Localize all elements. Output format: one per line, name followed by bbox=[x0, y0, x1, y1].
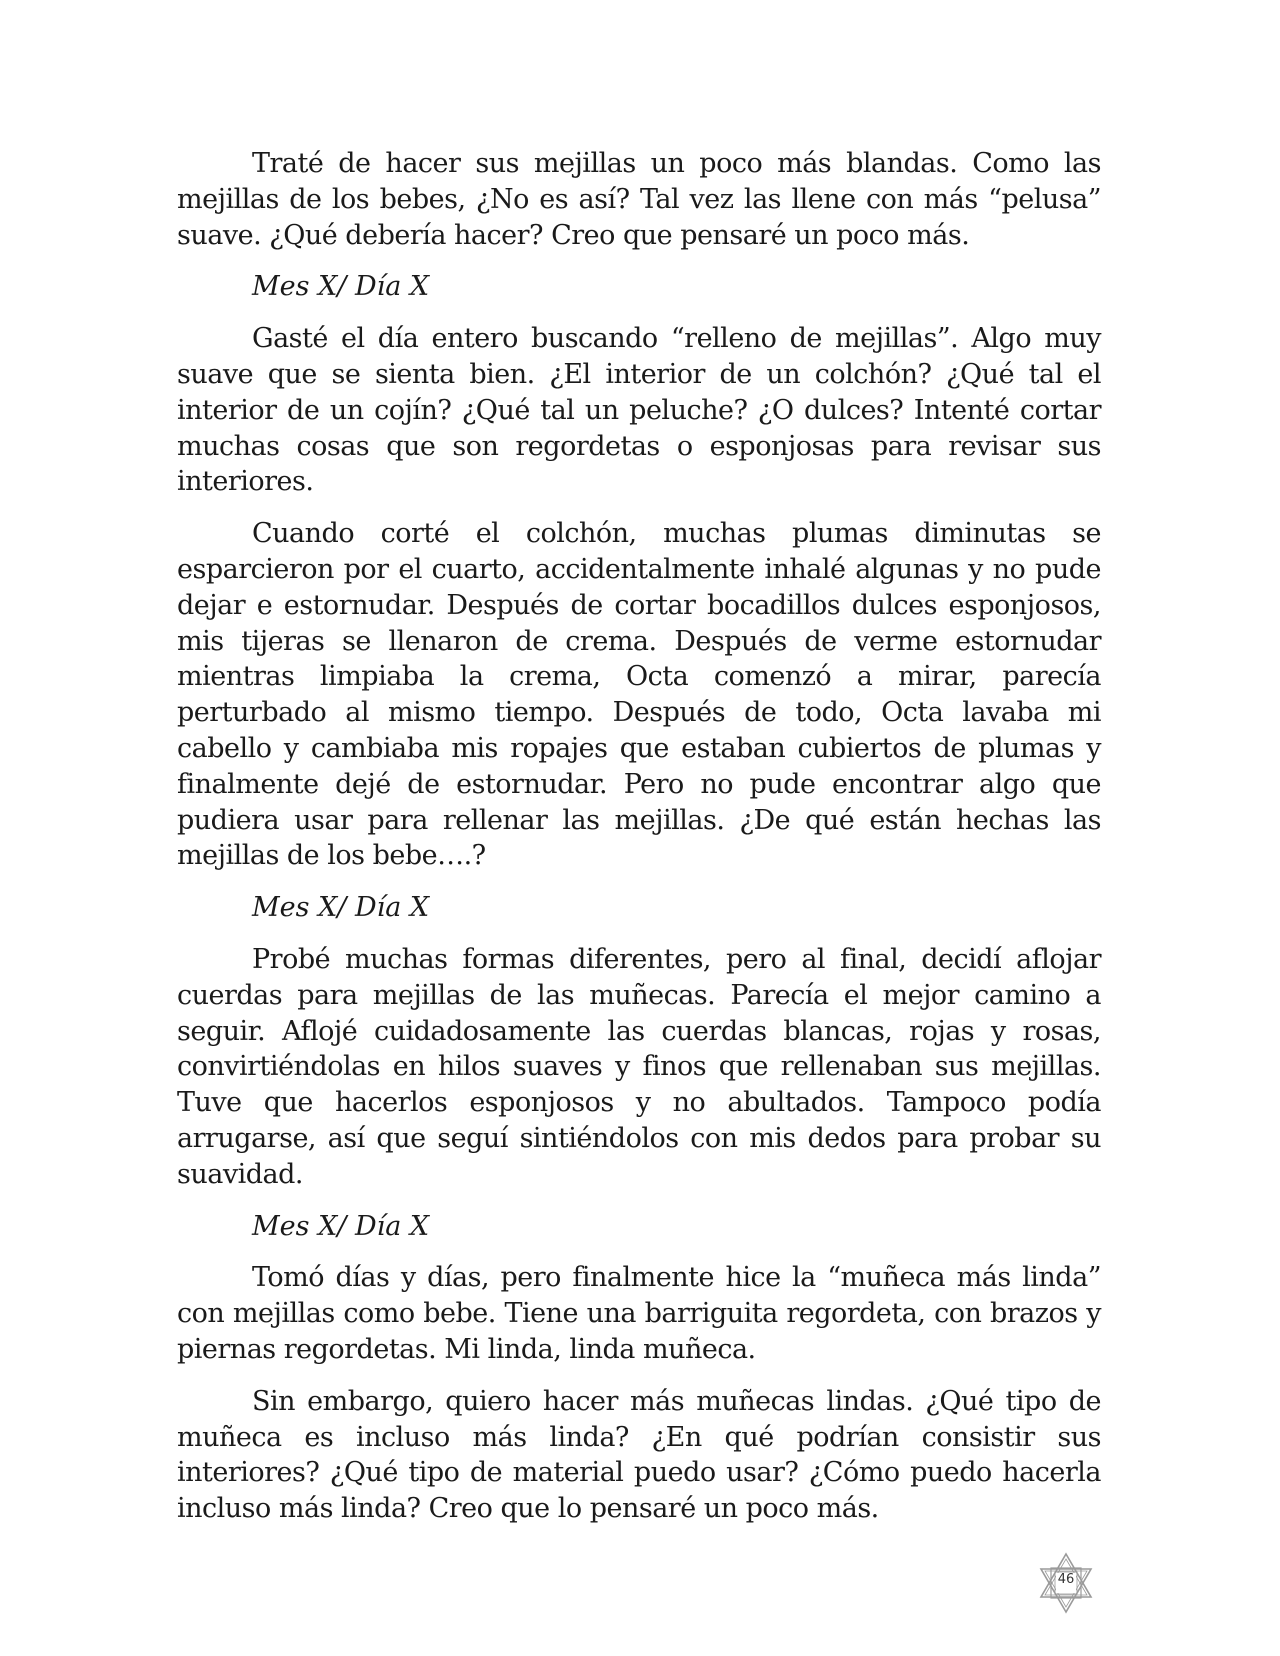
paragraph: Tomó días y días, pero finalmente hice la “muñeca más linda” con mejillas como bebe. Tiene una barriguita regordeta, con brazos y piernas regordetas. Mi linda, linda muñeca. bbox=[177, 1262, 1101, 1365]
date-heading: Mes X/ Día X bbox=[252, 271, 430, 303]
date-heading: Mes X/ Día X bbox=[252, 892, 430, 924]
paragraph: Traté de hacer sus mejillas un poco más blandas. Como las mejillas de los bebes, ¿No es así? Tal vez las llene con más “pelusa” suave. ¿Qué debería hacer? Creo que pensaré un poco más. bbox=[177, 148, 1101, 251]
page-number-badge bbox=[1034, 1551, 1098, 1615]
paragraph: Sin embargo, quiero hacer más muñecas lindas. ¿Qué tipo de muñeca es incluso más linda? ¿En qué podrían consistir sus interiores? ¿Qué tipo de material puedo usar? ¿Cómo puedo hacerla incluso más linda? Creo que lo pensaré un poco más. bbox=[177, 1385, 1101, 1525]
paragraph: Probé muchas formas diferentes, pero al final, decidí aflojar cuerdas para mejillas de las muñecas. Parecía el mejor camino a seguir. Aflojé cuidadosamente las cuerdas blancas, rojas y rosas, convirtiéndolas en hilos suaves y finos que rellenaban sus mejillas. Tuve que hacerlos esponjosos y no abultados. Tampoco podía arrugarse, así que seguí sintiéndolos con mis dedos para probar su suavidad. bbox=[177, 943, 1101, 1190]
page-number: 46 bbox=[1057, 1572, 1075, 1587]
paragraph: Cuando corté el colchón, muchas plumas diminutas se esparcieron por el cuarto, accidentalmente inhalé algunas y no pude dejar e estornudar. Después de cortar bocadillos dulces esponjosos, mis tijeras se llenaron de crema. Después de verme estornudar mientras limpiaba la crema, Octa comenzó a mirar, parecía perturbado al mismo tiempo. Después de todo, Octa lavaba mi cabello y cambiaba mis ropajes que estaban cubiertos de plumas y finalmente dejé de estornudar. Pero no pude encontrar algo que pudiera usar para rellenar las mejillas. ¿De qué están hechas las mejillas de los bebe….? bbox=[177, 518, 1101, 872]
page-body bbox=[177, 146, 1101, 1543]
date-heading: Mes X/ Día X bbox=[252, 1210, 430, 1242]
paragraph: Gasté el día entero buscando “relleno de mejillas”. Algo muy suave que se sienta bien. ¿El interior de un colchón? ¿Qué tal el interior de un cojín? ¿Qué tal un peluche? ¿O dulces? Intenté cortar muchas cosas que son regordetas o esponjosas para revisar sus interiores. bbox=[177, 323, 1101, 498]
